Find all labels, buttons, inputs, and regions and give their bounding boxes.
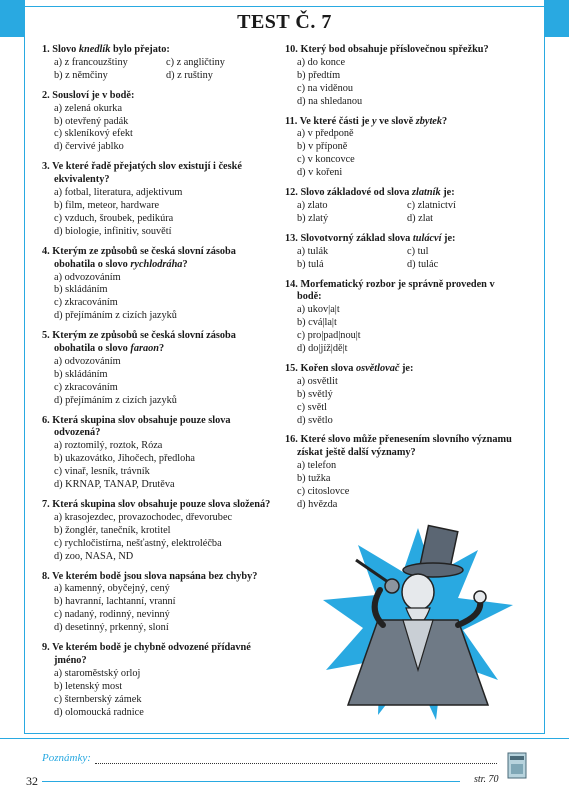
answer-option: d) zoo, NASA, ND <box>54 550 134 562</box>
question-13 <box>285 233 517 272</box>
question-text-segment: Slovotvorný základ slova <box>300 232 413 244</box>
question-text-segment: Který bod obsahuje příslovečnou spřežku? <box>300 44 489 55</box>
answer-options <box>42 187 278 239</box>
answer-options <box>42 57 278 83</box>
question-text-segment: ? <box>182 258 188 270</box>
question-14 <box>285 279 517 356</box>
question-text-segment: zbytek <box>415 115 443 127</box>
answer-option: c) zkracováním <box>54 297 118 309</box>
question-text <box>285 434 517 460</box>
question-2 <box>42 90 278 155</box>
answer-options <box>42 272 278 324</box>
question-text-segment: faraon <box>130 343 159 355</box>
answer-option: c) šternberský zámek <box>54 693 142 705</box>
question-11 <box>285 116 517 181</box>
answer-option: a) fotbal, literatura, adjektivum <box>54 187 183 199</box>
page-number: 32 <box>26 774 38 788</box>
answer-option: d) přejímáním z cizích jazyků <box>54 394 177 406</box>
answer-option: b) v příponě <box>297 141 348 153</box>
question-text-segment: Kořen slova <box>300 362 356 374</box>
question-text-segment: osvětlovač <box>355 362 400 374</box>
answer-option: b) tulá <box>297 258 324 270</box>
answer-option: c) rychločistírna, nešťastný, elektroléčba <box>54 537 222 549</box>
notes-label: Poznámky: <box>42 752 91 764</box>
question-7 <box>42 499 278 564</box>
question-3 <box>42 161 278 238</box>
left-column <box>42 44 278 727</box>
question-number: 11. <box>285 115 300 127</box>
answer-options <box>42 583 278 635</box>
answer-option: a) staroměstský orloj <box>54 667 141 679</box>
answer-option: a) v předponě <box>297 128 354 140</box>
answer-options <box>42 512 278 564</box>
answer-option: b) cvá|la|t <box>297 317 337 329</box>
right-column <box>285 44 517 519</box>
question-text-segment: tulácví <box>412 232 442 244</box>
question-text-segment: bylo přejato: <box>110 44 170 55</box>
answer-option: d) desetinný, prkenný, sloní <box>54 622 169 634</box>
answer-option: b) skládáním <box>54 368 108 380</box>
question-number: 2. <box>42 89 53 101</box>
question-text-segment: Slovo <box>52 44 79 55</box>
question-text <box>42 90 278 103</box>
question-number: 1. <box>42 44 53 55</box>
answer-option: b) žonglér, tanečník, krotitel <box>54 524 171 536</box>
answer-option: d) přejímáním z cizích jazyků <box>54 310 177 322</box>
answer-option: d) hvězda <box>297 499 338 510</box>
question-5 <box>42 330 278 407</box>
answer-option: b) ukazovátko, Jihočech, předloha <box>54 453 195 465</box>
answer-option: c) na viděnou <box>297 82 354 94</box>
answer-option: b) film, meteor, hardware <box>54 199 160 211</box>
answer-option: c) světl <box>297 401 328 413</box>
answer-option: c) skleníkový efekt <box>54 128 133 140</box>
question-text <box>42 44 278 57</box>
answer-option: b) světlý <box>297 388 333 400</box>
question-text <box>42 415 278 441</box>
answer-option: a) zelená okurka <box>54 102 123 114</box>
question-15 <box>285 363 517 428</box>
question-1 <box>42 44 278 83</box>
answer-option: c) v koncovce <box>297 154 355 166</box>
answer-option: c) nadaný, rodinný, nevinný <box>54 609 170 621</box>
question-12 <box>285 187 517 226</box>
answer-option: c) zkracováním <box>54 381 118 393</box>
answer-option: c) vinař, lesník, trávník <box>54 466 150 478</box>
question-text-segment: Slovo základové od slova <box>300 187 413 199</box>
question-text-segment: Ve kterém bodě jsou slova napsána bez chyby? <box>52 570 258 582</box>
answer-option: b) letenský most <box>54 680 123 692</box>
answer-options <box>42 103 278 155</box>
question-text-segment: ? <box>159 343 165 355</box>
answer-option: d) v kořeni <box>297 167 343 179</box>
footer-divider <box>0 738 569 739</box>
answer-option: a) ukov|a|t <box>297 304 340 316</box>
answer-option: b) havranní, lachtanní, vranní <box>54 596 176 608</box>
question-text <box>285 233 517 246</box>
page-title: TEST Č. 7 <box>24 6 545 37</box>
question-text <box>285 116 517 129</box>
answer-option: a) odvozováním <box>54 355 121 367</box>
answer-option: b) z němčiny <box>54 69 108 81</box>
question-number: 7. <box>42 499 53 510</box>
question-text <box>285 279 517 305</box>
answer-option: b) zlatý <box>297 212 329 224</box>
answer-options <box>285 57 517 109</box>
answer-option: a) roztomilý, roztok, Róza <box>54 440 163 452</box>
singer-illustration <box>318 520 518 725</box>
question-text-segment: Kterým ze způsobů se česká slovní zásoba obohatila o slovo <box>52 330 236 355</box>
answer-option: a) kamenný, obyčejný, cený <box>54 583 170 595</box>
question-text-segment: Ve které části je <box>299 115 372 127</box>
question-8 <box>42 571 278 636</box>
question-text-segment: Morfematický rozbor je správně proveden v bodě: <box>297 278 495 303</box>
question-number: 10. <box>285 44 301 55</box>
question-text-segment: je: <box>440 187 455 199</box>
answer-option: d) olomoucká radnice <box>54 706 144 718</box>
question-text <box>42 161 278 187</box>
question-number: 8. <box>42 570 53 582</box>
question-text-segment: Ve kterém bodě je chybně odvozené přídavné jméno? <box>52 642 251 666</box>
answer-option: d) biologie, infinitiv, souvětí <box>54 225 172 237</box>
answer-options <box>285 246 517 272</box>
answer-option: a) tulák <box>297 245 329 257</box>
question-number: 13. <box>285 232 301 244</box>
question-number: 5. <box>42 330 53 342</box>
answer-option: d) světlo <box>297 414 333 426</box>
answer-option: b) skládáním <box>54 284 108 296</box>
question-number: 6. <box>42 414 53 426</box>
question-text-segment: rychlodráha <box>130 258 183 270</box>
question-text-segment: Kterým ze způsobů se česká slovní zásoba obohatila o slovo <box>52 245 236 270</box>
question-text-segment: knedlík <box>78 44 111 55</box>
answer-option: c) citoslovce <box>297 486 350 498</box>
question-text <box>285 187 517 200</box>
answer-option: c) vzduch, šroubek, pedikúra <box>54 212 174 224</box>
answer-options <box>285 200 517 226</box>
question-number: 12. <box>285 187 301 199</box>
answer-option: b) předtím <box>297 69 341 81</box>
book-icon <box>507 752 527 779</box>
question-text <box>42 571 278 584</box>
question-text <box>42 330 278 356</box>
answer-option: c) tul <box>407 245 429 257</box>
question-text-segment: Sousloví je v bodě: <box>52 89 135 101</box>
answer-option: d) KRNAP, TANAP, Drutěva <box>54 479 175 491</box>
question-text-segment: Která skupina slov obsahuje pouze slova složená? <box>52 499 271 510</box>
answer-options <box>42 440 278 492</box>
answer-option: a) do konce <box>297 56 346 68</box>
question-text-segment: Která skupina slov obsahuje pouze slova odvozená? <box>52 414 231 439</box>
question-number: 15. <box>285 362 301 374</box>
answer-option: d) zlat <box>407 212 434 224</box>
answer-options <box>285 304 517 356</box>
question-text <box>285 44 517 57</box>
answer-option: a) z francouzštiny <box>54 56 128 68</box>
answer-option: a) odvozováním <box>54 271 121 283</box>
answer-options <box>42 356 278 408</box>
answer-options <box>42 668 278 720</box>
question-number: 3. <box>42 161 53 173</box>
notes-rule <box>95 763 497 764</box>
answer-options <box>285 460 517 512</box>
question-text-segment: zlatník <box>412 187 441 199</box>
question-text-segment: y <box>371 115 377 127</box>
question-text <box>285 363 517 376</box>
answer-option: a) osvětlit <box>297 375 338 387</box>
question-number: 4. <box>42 245 53 257</box>
question-4 <box>42 246 278 323</box>
answer-option: c) zlatnictví <box>407 199 456 211</box>
question-text <box>42 642 278 668</box>
answer-option: a) krasojezdec, provazochodec, dřevorubec <box>54 511 233 523</box>
question-text-segment: je: <box>399 362 414 374</box>
question-6 <box>42 415 278 492</box>
answer-option: d) na shledanou <box>297 95 363 107</box>
question-10 <box>285 44 517 109</box>
answer-option: c) z angličtiny <box>166 56 225 68</box>
answer-option: d) červivé jablko <box>54 141 124 153</box>
answer-option: b) otevřený padák <box>54 115 129 127</box>
question-text-segment: je: <box>441 232 456 244</box>
question-9 <box>42 642 278 719</box>
answer-options <box>285 128 517 180</box>
question-text <box>42 499 278 512</box>
page-rule <box>42 781 460 782</box>
page-reference: str. 70 <box>474 774 499 785</box>
question-text-segment: ? <box>442 115 448 127</box>
question-16 <box>285 434 517 511</box>
question-text-segment: Které slovo může přenesením slovního významu získat ještě další významy? <box>297 434 512 459</box>
answer-options <box>285 376 517 428</box>
question-number: 14. <box>285 278 301 290</box>
answer-option: d) z ruštiny <box>166 69 213 81</box>
answer-option: b) tužka <box>297 473 331 485</box>
question-text-segment: ve slově <box>376 115 416 127</box>
question-number: 9. <box>42 642 53 654</box>
question-number: 16. <box>285 434 301 446</box>
question-text <box>42 246 278 272</box>
answer-option: a) zlato <box>297 199 328 211</box>
answer-option: d) do|jíž|dě|t <box>297 343 348 355</box>
question-text-segment: Ve které řadě přejatých slov existují i české ekvivalenty? <box>52 161 242 186</box>
answer-option: c) pro|pad|nou|t <box>297 330 361 342</box>
answer-option: a) telefon <box>297 460 337 472</box>
answer-option: d) tulác <box>407 258 439 270</box>
